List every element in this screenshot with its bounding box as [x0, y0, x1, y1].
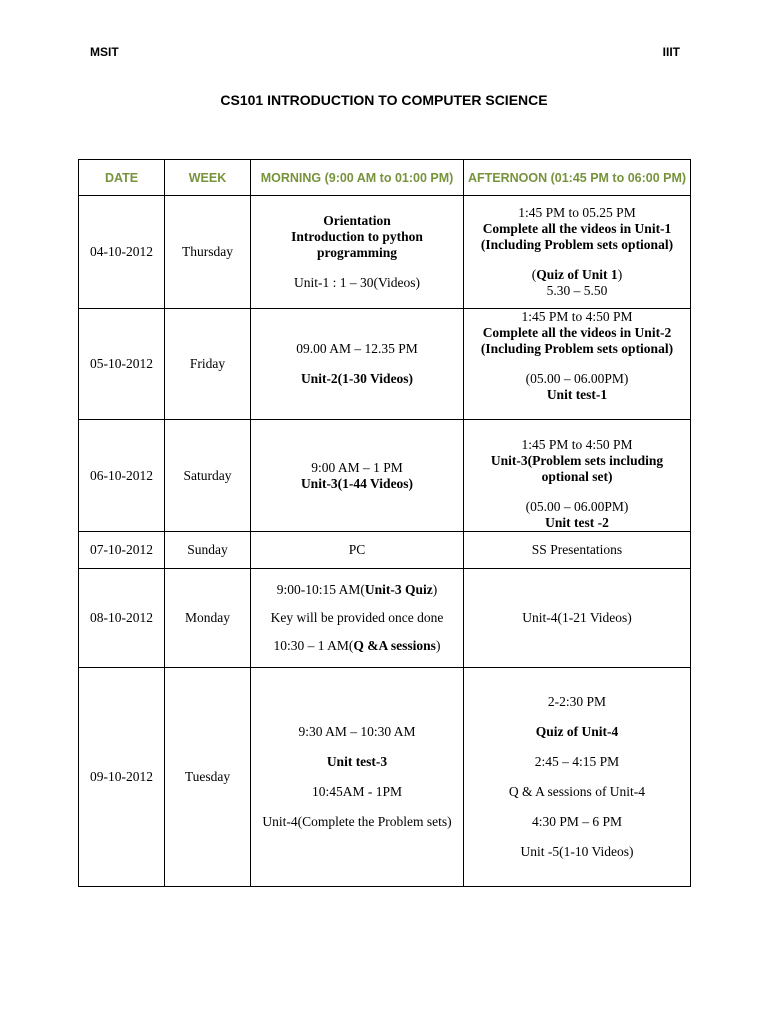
afternoon-cell [464, 420, 691, 532]
text-fragment: Q &A sessions [353, 638, 436, 653]
spacer [467, 710, 687, 724]
header-right: IIIT [662, 45, 680, 59]
afternoon-line: 1:45 PM to 4:50 PM [521, 437, 633, 452]
morning-line: programming [317, 245, 397, 260]
afternoon-line: 5.30 – 5.50 [546, 283, 608, 298]
spacer [254, 357, 460, 371]
text-fragment: ) [432, 582, 438, 597]
header-left: MSIT [90, 45, 119, 59]
spacer [467, 485, 687, 499]
column-header-morning: MORNING (9:00 AM to 01:00 PM) [251, 160, 464, 196]
spacer [254, 598, 460, 610]
afternoon-line: Quiz of Unit-4 [535, 724, 619, 739]
afternoon-line: (Including Problem sets optional) [480, 341, 674, 356]
afternoon-line: Unit-3(Problem sets including [490, 453, 664, 468]
morning-cell [251, 309, 464, 420]
date-cell: 06-10-2012 [79, 420, 165, 532]
spacer [467, 830, 687, 844]
morning-line: 9:30 AM – 10:30 AM [298, 724, 416, 739]
table-row [79, 569, 691, 668]
column-header-afternoon: AFTERNOON (01:45 PM to 06:00 PM) [464, 160, 691, 196]
table-header-row [79, 160, 691, 196]
afternoon-line: 1:45 PM to 4:50 PM [521, 309, 633, 324]
afternoon-line: (05.00 – 06.00PM) [525, 371, 629, 386]
page-title: CS101 INTRODUCTION TO COMPUTER SCIENCE [220, 92, 548, 108]
afternoon-cell [464, 309, 691, 420]
week-cell: Sunday [165, 532, 251, 569]
afternoon-line: 2:45 – 4:15 PM [534, 754, 620, 769]
table-row [79, 532, 691, 569]
column-header-date: DATE [79, 160, 165, 196]
morning-line [254, 638, 460, 654]
week-cell: Monday [165, 569, 251, 668]
afternoon-line: optional set) [541, 469, 613, 484]
table-row [79, 309, 691, 420]
afternoon-cell: Unit-4(1-21 Videos) [464, 569, 691, 668]
afternoon-line: 4:30 PM – 6 PM [531, 814, 623, 829]
morning-cell: PC [251, 532, 464, 569]
text-fragment: Quiz of Unit 1 [536, 267, 618, 282]
afternoon-line: Unit test-1 [546, 387, 608, 402]
table-row [79, 420, 691, 532]
morning-line: Introduction to python [291, 229, 423, 244]
date-cell: 09-10-2012 [79, 668, 165, 887]
morning-line: Unit-1 : 1 – 30(Videos) [294, 275, 420, 290]
afternoon-line: 1:45 PM to 05.25 PM [518, 205, 636, 220]
text-fragment: ) [617, 267, 623, 282]
spacer [467, 357, 687, 371]
morning-line: 09.00 AM – 12.35 PM [296, 341, 418, 356]
morning-cell [251, 668, 464, 887]
text-fragment: ( [531, 267, 537, 282]
morning-line: Unit-3(1-44 Videos) [300, 475, 414, 491]
text-fragment: 9:00-10:15 AM( [276, 582, 365, 597]
afternoon-line: Complete all the videos in Unit-2 [482, 325, 672, 340]
spacer [254, 770, 460, 784]
morning-line: Unit-4(Complete the Problem sets) [262, 814, 452, 829]
afternoon-line: Q & A sessions of Unit-4 [508, 784, 646, 799]
afternoon-line: 2-2:30 PM [547, 694, 607, 709]
week-cell: Tuesday [165, 668, 251, 887]
text-fragment: 10:30 – 1 AM( [273, 638, 354, 653]
morning-line: 10:45AM - 1PM [311, 784, 402, 799]
week-cell: Thursday [165, 196, 251, 309]
date-cell: 04-10-2012 [79, 196, 165, 309]
spacer [254, 740, 460, 754]
spacer [467, 770, 687, 784]
afternoon-line: Unit -5(1-10 Videos) [520, 844, 634, 859]
morning-line [254, 582, 460, 598]
date-cell: 08-10-2012 [79, 569, 165, 668]
afternoon-cell: SS Presentations [464, 532, 691, 569]
morning-cell [251, 569, 464, 668]
week-cell: Friday [165, 309, 251, 420]
spacer [254, 800, 460, 814]
week-cell: Saturday [165, 420, 251, 532]
date-cell: 05-10-2012 [79, 309, 165, 420]
column-header-week: WEEK [165, 160, 251, 196]
afternoon-cell [464, 668, 691, 887]
text-fragment: Unit-3 Quiz [364, 582, 433, 597]
spacer [467, 740, 687, 754]
afternoon-line: (Including Problem sets optional) [480, 237, 674, 252]
morning-line: Orientation [323, 213, 391, 228]
spacer [254, 261, 460, 275]
afternoon-line: (05.00 – 06.00PM) [525, 499, 629, 514]
afternoon-line: Complete all the videos in Unit-1 [482, 221, 672, 236]
spacer [467, 253, 687, 267]
morning-cell [251, 196, 464, 309]
spacer [467, 800, 687, 814]
spacer [254, 626, 460, 638]
morning-line: Key will be provided once done [270, 610, 444, 625]
table-row [79, 196, 691, 309]
schedule-table [78, 159, 691, 887]
table-row [79, 668, 691, 887]
date-cell: 07-10-2012 [79, 532, 165, 569]
afternoon-line: Unit test -2 [545, 515, 609, 530]
morning-cell [251, 420, 464, 532]
morning-line: 9:00 AM – 1 PM [311, 459, 403, 475]
afternoon-line [467, 267, 687, 283]
text-fragment: ) [435, 638, 441, 653]
morning-line: Unit-2(1-30 Videos) [300, 371, 414, 386]
afternoon-cell [464, 196, 691, 309]
morning-line: Unit test-3 [326, 754, 388, 769]
